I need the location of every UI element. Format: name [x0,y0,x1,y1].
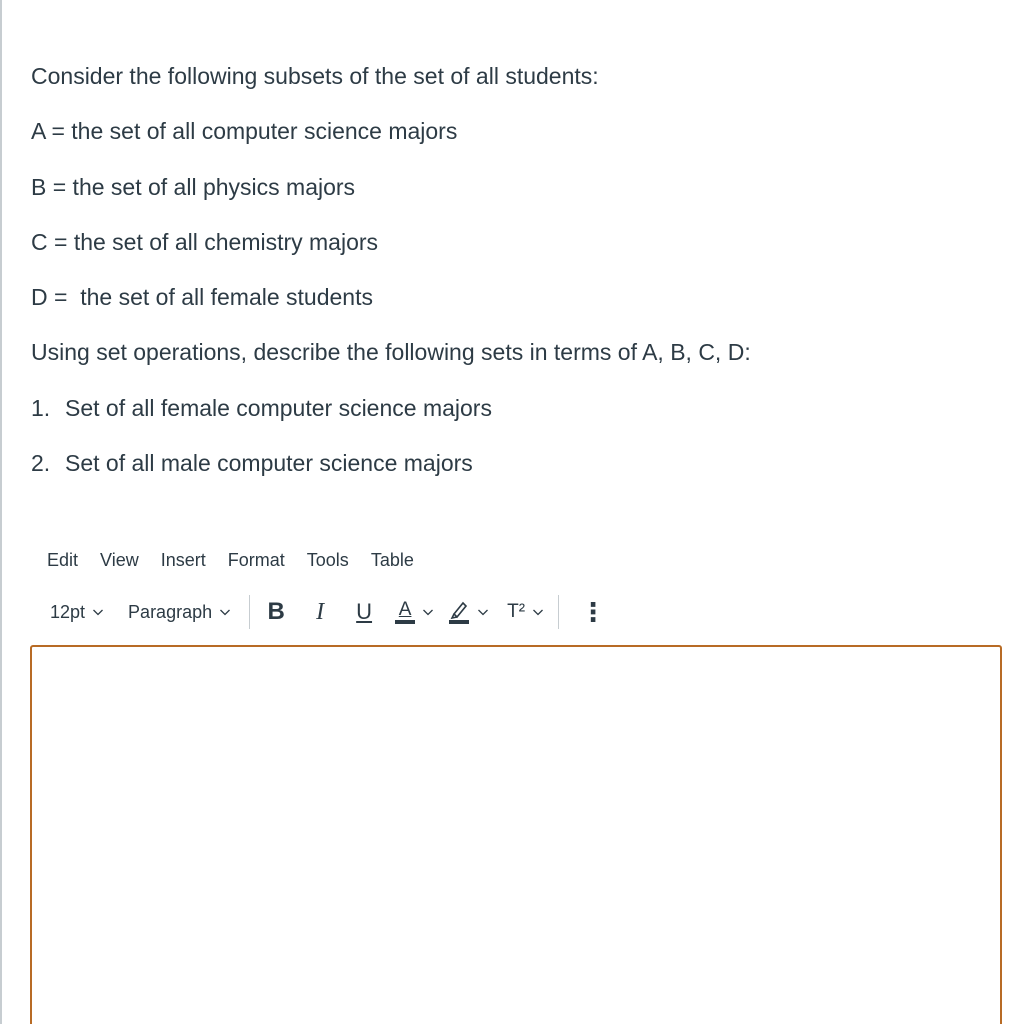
bold-label: B [267,598,285,625]
bold-button[interactable] [264,596,288,628]
superscript-button[interactable] [507,596,544,628]
item-text: Set of all female computer science majors [65,394,492,421]
item-number: 1. [31,394,51,421]
set-definition-d: D = the set of all female students [31,284,373,311]
chevron-down-icon [422,606,434,618]
font-size-select[interactable] [50,602,104,623]
set-definition-c: C = the set of all chemistry majors [31,228,379,255]
left-border [0,0,2,1024]
menu-format[interactable]: Format [227,550,285,570]
font-size-value: 12pt [50,601,86,622]
toolbar-separator [249,595,250,629]
set-definition-b: B = the set of all physics majors [31,173,356,200]
rich-text-editor-area[interactable] [30,645,1002,1024]
menu-view[interactable]: View [100,550,139,570]
highlight-icon [448,599,470,625]
text-color-icon [395,600,415,624]
question-instruction: Using set operations, describe the following sets in terms of A, B, C, D: [31,339,751,366]
question-item-1 [31,392,991,424]
menu-insert[interactable]: Insert [160,550,206,570]
italic-label: I [316,598,325,625]
editor-toolbar [47,594,607,630]
editor-menubar [47,546,436,574]
underline-button[interactable] [352,596,376,628]
item-text: Set of all male computer science majors [65,450,473,477]
block-format-select[interactable] [128,602,231,623]
menu-tools[interactable]: Tools [306,550,349,570]
question-item-2 [31,447,991,479]
text-color-button[interactable] [395,596,434,628]
question-text [31,60,991,502]
set-definition-a: A = the set of all computer science majors [31,118,458,145]
chevron-down-icon [92,606,104,618]
block-format-value: Paragraph [128,601,213,622]
question-intro: Consider the following subsets of the set of all students: [31,63,599,89]
menu-edit[interactable]: Edit [47,550,79,570]
item-number: 2. [31,450,51,477]
chevron-down-icon [532,606,544,618]
text-color-label: A [398,599,412,620]
chevron-down-icon [477,606,489,618]
more-button[interactable] [580,596,607,628]
italic-button[interactable] [308,596,332,628]
highlight-button[interactable] [448,596,489,628]
more-vertical-icon: ⋮ [580,596,607,627]
menu-table[interactable]: Table [370,550,414,570]
toolbar-separator [558,595,559,629]
chevron-down-icon [219,606,231,618]
superscript-label: T² [507,601,526,622]
underline-label: U [356,599,373,624]
